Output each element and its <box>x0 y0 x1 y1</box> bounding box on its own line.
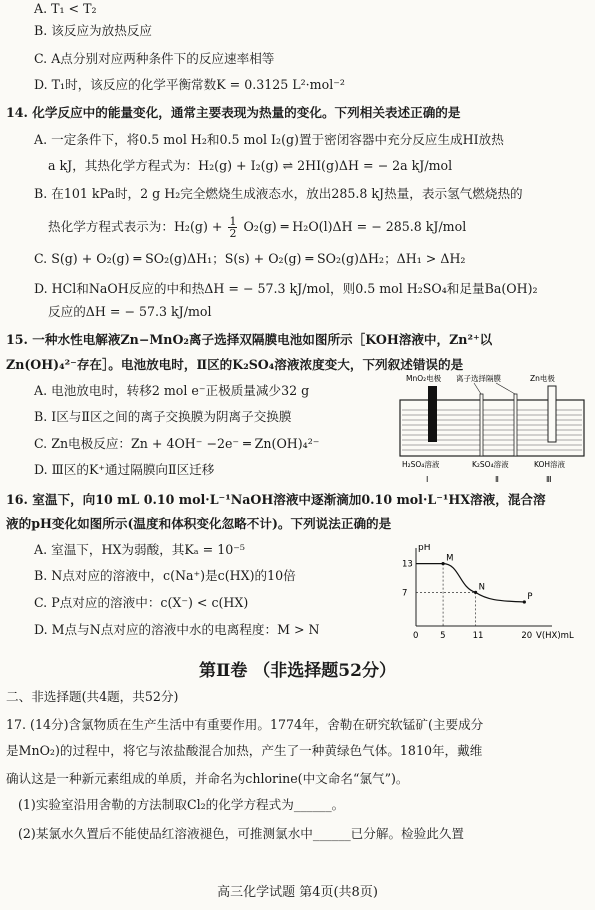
q16-option-d: D. M点与N点对应的溶液中水的电离程度：M > N <box>34 622 320 637</box>
x-tick-label: 11 <box>472 631 484 641</box>
option-d-top: D. T₁时，该反应的化学平衡常数K = 0.3125 L²·mol⁻² <box>34 77 345 92</box>
q14-b2-part2: O₂(g) ═ H₂O(l)ΔH = − 285.8 kJ/mol <box>243 219 467 234</box>
option-b-top: B. 该反应为放热反应 <box>34 23 153 38</box>
point-label-P: P <box>527 592 533 602</box>
point-label-M: M <box>446 553 454 564</box>
label-h2so4: H₂SO₄溶液 <box>402 460 440 469</box>
y-tick-label: 13 <box>402 559 413 570</box>
membrane-2 <box>514 394 517 456</box>
q14-option-b-line1: B. 在101 kPa时，2 g H₂完全燃烧生成液态水，放出285.8 kJ热量，表示氢气燃烧热的 <box>34 186 523 201</box>
section-title: 第Ⅱ卷 （非选择题52分） <box>199 661 396 681</box>
q14-option-a-line2: a kJ，其热化学方程式为：H₂(g) + I₂(g) ⇌ 2HI(g)ΔH = − 2a kJ/mol <box>48 158 453 173</box>
q17-part1: (1)实验室沿用舍勒的方法制取Cl₂的化学方程式为______。 <box>18 797 345 812</box>
section-header: 二、非选择题(共4题，共52分) <box>6 689 179 704</box>
q15-option-a: A. 电池放电时，转移2 mol e⁻正极质量减少32 g <box>34 383 310 398</box>
x-tick-label: 20 <box>521 631 533 641</box>
q17-part2: (2)某氯水久置后不能使品红溶液褪色，可推测氯水中______已分解。检验此久置 <box>18 826 465 841</box>
fraction-half <box>228 216 237 239</box>
x-axis-label: V(HX)mL <box>536 631 574 641</box>
label-k2so4: K₂SO₄溶液 <box>472 460 509 469</box>
point-P <box>523 600 526 603</box>
q14-option-b-line2 <box>48 216 466 239</box>
point-label-N: N <box>478 582 485 593</box>
point-N <box>474 591 477 594</box>
q16-stem-line1: 16. 室温下，向10 mL 0.10 mol·L⁻¹NaOH溶液中逐渐滴加0.10 mol·L⁻¹HX溶液，混合溶 <box>6 492 546 507</box>
q16-option-b: B. N点对应的溶液中，c(Na⁺)是c(HX)的10倍 <box>34 568 296 583</box>
q15-option-b: B. Ⅰ区与Ⅱ区之间的离子交换膜为阴离子交换膜 <box>34 409 292 424</box>
q16-option-a: A. 室温下，HX为弱酸，其Kₐ = 10⁻⁵ <box>34 542 245 557</box>
q15-option-d: D. Ⅲ区的K⁺通过隔膜向Ⅱ区迁移 <box>34 462 215 477</box>
region-1: Ⅰ <box>426 475 429 484</box>
q14-option-d-line2: 反应的ΔH = − 57.3 kJ/mol <box>48 304 212 319</box>
q17-line1: 17. (14分)含氯物质在生产生活中有重要作用。1774年，舍勒在研究软锰矿(主要成分 <box>6 717 484 732</box>
q14-option-c: C. S(g) + O₂(g) ═ SO₂(g)ΔH₁；S(s) + O₂(g) ═ SO₂(g)ΔH₂；ΔH₁ > ΔH₂ <box>34 251 466 266</box>
q14-option-a-line1: A. 一定条件下，将0.5 mol H₂和0.5 mol I₂(g)置于密闭容器中充分反应生成HI放热 <box>34 132 504 147</box>
q17-line3: 确认这是一种新元素组成的单质，并命名为chlorine(中文命名“氯气”)。 <box>6 771 409 786</box>
point-M <box>441 562 444 565</box>
mno2-electrode <box>428 386 437 442</box>
q14-option-d-line1: D. HCl和NaOH反应的中和热ΔH = − 57.3 kJ/mol，则0.5 mol H₂SO₄和足量Ba(OH)₂ <box>34 281 538 296</box>
label-koh: KOH溶液 <box>534 460 566 469</box>
label-ion-membrane: 离子选择隔膜 <box>456 374 501 383</box>
q14-stem: 14. 化学反应中的能量变化，通常主要表现为热量的变化。下列相关表述正确的是 <box>6 105 461 120</box>
page-footer: 高三化学试题 第4页(共8页) <box>217 885 378 900</box>
option-c-top: C. A点分别对应两种条件下的反应速率相等 <box>34 51 275 66</box>
ph-curve <box>416 564 524 602</box>
membrane-1 <box>480 394 483 456</box>
fraction-denominator: 2 <box>229 227 237 240</box>
q14-b2-part1: 热化学方程式表示为：H₂(g) + <box>48 219 223 234</box>
x-tick-label: 0 <box>413 631 419 641</box>
q15-stem-line1: 15. 一种水性电解液Zn−MnO₂离子选择双隔膜电池如图所示［KOH溶液中，Zn²⁺以 <box>6 332 493 347</box>
q16-stem-line2: 液的pH变化如图所示(温度和体积变化忽略不计)。下列说法正确的是 <box>6 516 392 531</box>
q15-option-c: C. Zn电极反应：Zn + 4OH⁻ −2e⁻ ═ Zn(OH)₄²⁻ <box>34 436 320 451</box>
q17-line2: 是MnO₂)的过程中，将它与浓盐酸混合加热，产生了一种黄绿色气体。1810年，戴维 <box>6 743 483 758</box>
fraction-numerator: 1 <box>229 215 237 228</box>
y-axis-label: pH <box>418 544 431 553</box>
label-mno2-electrode: MnO₂电极 <box>406 374 442 383</box>
ph-titration-chart <box>392 544 592 644</box>
q15-stem-line2: Zn(OH)₄²⁻存在］。电池放电时，Ⅱ区的K₂SO₄溶液浓度变大，下列叙述错误的是 <box>6 357 464 372</box>
x-tick-label: 5 <box>440 631 446 641</box>
battery-diagram <box>392 370 592 488</box>
q16-option-c: C. P点对应的溶液中：c(X⁻) < c(HX) <box>34 595 249 610</box>
region-2: Ⅱ <box>495 475 499 484</box>
option-a-top: A. T₁ < T₂ <box>34 1 97 16</box>
label-zn-electrode: Zn电极 <box>530 374 555 383</box>
zn-electrode <box>548 386 556 442</box>
region-3: Ⅲ <box>546 475 552 484</box>
y-tick-label: 7 <box>402 588 408 599</box>
